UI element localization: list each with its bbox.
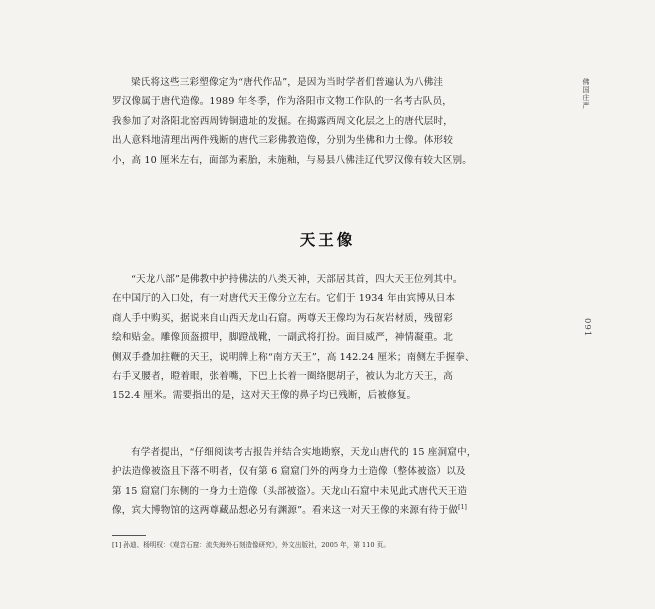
text-line: “天龙八部”是佛教中护持佛法的八类天神，天部居其首，四大天王位列其中。 — [131, 274, 463, 285]
footnote-divider — [112, 535, 146, 536]
footnote: [1] 孙迪、杨明权：《观音石窟：流失海外石刻造像研究》，外文出版社，2005 年，第 110 页。 — [112, 541, 390, 549]
paragraph-intro — [112, 73, 520, 170]
paragraph-scholar-view — [112, 443, 520, 521]
text-line: 小，高 10 厘米左右，面部为素胎，未施釉，与易县八佛洼辽代罗汉像有较大区别。 — [112, 154, 472, 166]
section-heading: 天王像 — [299, 230, 356, 249]
text-line: 第 15 窟窟门东侧的一身力士造像（头部被盗）。天龙山石窟中未见此式唐代天王造 — [112, 485, 468, 497]
text-line: 152.4 厘米。需要指出的是，这对天王像的鼻子均已残断，后被修复。 — [112, 390, 417, 402]
text-line: 梁氏将这些三彩塑像定为“唐代作品”，是因为当时学者们普遍认为八佛洼 — [131, 77, 444, 88]
text-line-part: 像，宾大博物馆的这两尊藏品想必另有渊源”。看来这一对天王像的来源有待于做 — [112, 505, 459, 517]
paragraph-heavenly-kings — [112, 270, 520, 406]
text-line: 绘和贴金。雕像顶盔掼甲，脚蹬战靴，一副武将打扮。面目威严，神情凝重。北 — [112, 332, 454, 344]
text-line: 罗汉像属于唐代造像。1989 年冬季，作为洛阳市文物工作队的一名考古队员， — [112, 96, 453, 108]
text-line: 出人意料地清理出两件残断的唐代三彩佛教造像，分别为坐佛和力士像。体形较 — [112, 135, 454, 147]
text-line: 商人手中购买，据说来自山西天龙山石窟。两尊天王像均为石灰岩材质，残留彩 — [112, 312, 454, 324]
page-number: 091 — [582, 318, 592, 338]
text-line-with-footnote — [112, 501, 520, 520]
running-header: 佛国庄严 — [582, 78, 590, 110]
text-line: 有学者提出，“仔细阅读考古报告并结合实地勘察，天龙山唐代的 15 座洞窟中， — [131, 447, 477, 458]
text-line: 侧双手叠加拄鞭的天王，说明牌上称“南方天王”，高 142.24 厘米；南侧左手握拳、 — [112, 351, 475, 363]
text-line: 我参加了对洛阳北窑西周铸铜遗址的发掘。在揭露西周文化层之上的唐代层时， — [112, 115, 454, 127]
footnote-reference[interactable]: [1] — [458, 504, 468, 512]
text-line: 在中国厅的入口处，有一对唐代天王像分立左右。它们于 1934 年由宾博从日本 — [112, 293, 456, 305]
text-line: 护法造像被盗且下落不明者，仅有第 6 窟窟门外的两身力士造像（整体被盗）以及 — [112, 466, 466, 478]
text-line: 右手叉腰者，瞪着眼，张着嘴，下巴上长着一圈络腮胡子，被认为北方天王，高 — [112, 371, 454, 383]
